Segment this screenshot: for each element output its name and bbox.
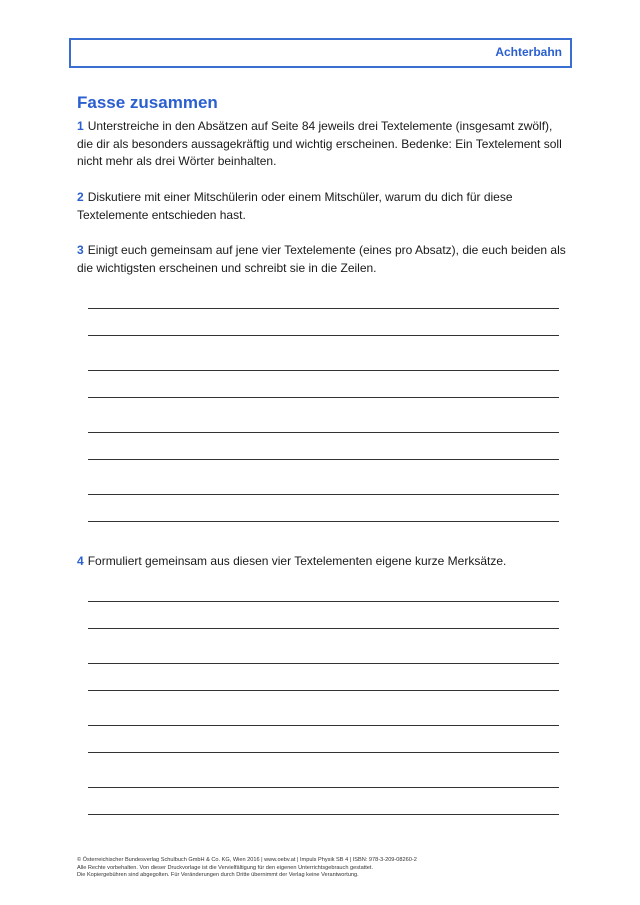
writing-line[interactable] <box>88 690 559 691</box>
writing-line[interactable] <box>88 432 559 433</box>
footer-line: Die Kopiergebühren sind abgegolten. Für Veränderungen durch Dritte übernimmt der Verlag keine Verantwortung. <box>77 872 359 878</box>
writing-line[interactable] <box>88 752 559 753</box>
task-number: 4 <box>77 554 84 568</box>
task-4 <box>77 553 567 571</box>
task-2 <box>77 189 567 224</box>
page-title: Fasse zusammen <box>77 93 218 112</box>
header-box <box>69 38 572 68</box>
copyright-footer <box>77 857 417 880</box>
writing-line[interactable] <box>88 601 559 602</box>
task-3 <box>77 242 567 277</box>
task-number: 1 <box>77 119 84 133</box>
writing-line[interactable] <box>88 494 559 495</box>
writing-line[interactable] <box>88 397 559 398</box>
header-title: Achterbahn <box>495 45 562 59</box>
writing-line[interactable] <box>88 459 559 460</box>
task-text: Formuliert gemeinsam aus diesen vier Textelementen eigene kurze Merksätze. <box>87 554 507 568</box>
task-number: 3 <box>77 243 84 257</box>
writing-line[interactable] <box>88 725 559 726</box>
task-number: 2 <box>77 190 84 204</box>
task-text: Unterstreiche in den Absätzen auf Seite 84 jeweils drei Textelemente (insgesamt zwölf), die dir als besonders aussagekräftig und wichtig erscheinen. Bedenke: Ein Textelement soll nicht mehr als drei Wörter beinhalten. <box>77 119 562 168</box>
writing-line[interactable] <box>88 814 559 815</box>
footer-line: Alle Rechte vorbehalten. Von dieser Druckvorlage ist die Vervielfältigung für den eigenen Unterrichtsgebrauch gestattet. <box>77 864 374 871</box>
writing-line[interactable] <box>88 370 559 371</box>
writing-line[interactable] <box>88 663 559 664</box>
writing-line[interactable] <box>88 787 559 788</box>
writing-line[interactable] <box>88 521 559 522</box>
task-1 <box>77 118 567 171</box>
footer-line: © Österreichischer Bundesverlag Schulbuch GmbH & Co. KG, Wien 2016 | www.oebv.at | Impuls Physik SB 4 | ISBN: 978-3-209-08260-2 <box>77 857 417 863</box>
writing-line[interactable] <box>88 628 559 629</box>
writing-line[interactable] <box>88 308 559 309</box>
writing-line[interactable] <box>88 335 559 336</box>
task-text: Diskutiere mit einer Mitschülerin oder einem Mitschüler, warum du dich für diese Textelemente entschieden hast. <box>77 190 513 222</box>
task-text: Einigt euch gemeinsam auf jene vier Textelemente (eines pro Absatz), die euch beiden als die wichtigsten erscheinen und schreibt sie in die Zeilen. <box>77 243 566 275</box>
